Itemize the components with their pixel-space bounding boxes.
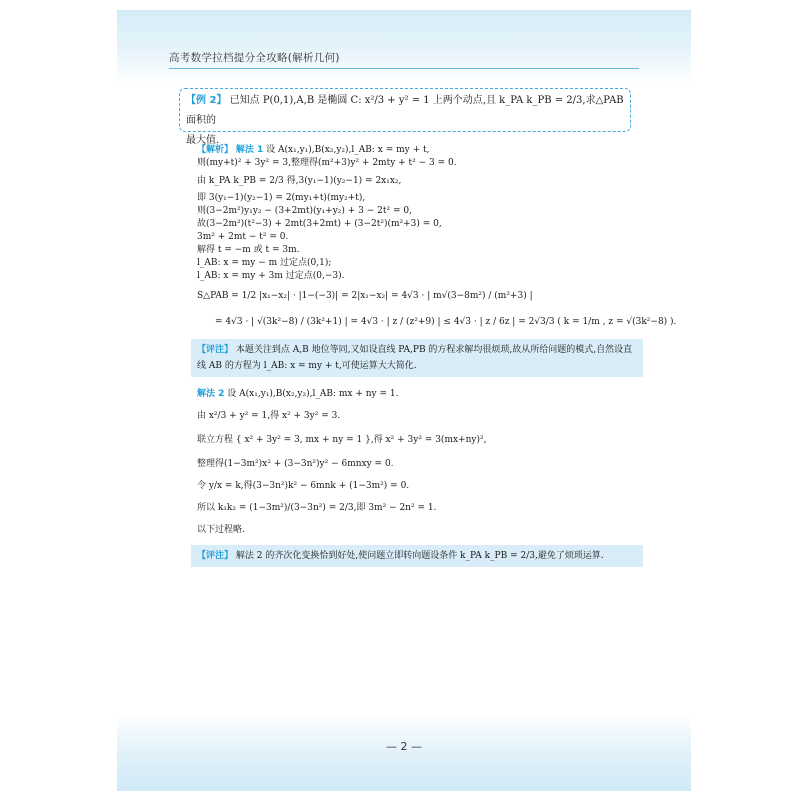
solution1-line: 由 k_PA k_PB = 2/3 得,3(y₁−1)(y₂−1) = 2x₁x₂, [197, 176, 402, 186]
book-page [117, 10, 691, 791]
solution2-line: 整理得(1−3m²)x² + (3−3n²)y² − 6mnxy = 0. [197, 459, 394, 469]
example-text-line1: 已知点 P(0,1),A,B 是椭圆 C: x²/3 + y² = 1 上两个动点,且 k_PA k_PB = 2/3,求△PAB 面积的 [186, 95, 624, 126]
solution1-line: 故(3−2m²)(t²−3) + 2mt(3+2mt) + (3−2t²)(m²+3) = 0, [197, 219, 442, 229]
solution2-line: 令 y/x = k,得(3−3n²)k² − 6mnk + (1−3m²) = 0. [197, 481, 410, 491]
example-box [179, 88, 631, 146]
solution1-line: 设 A(x₁,y₁),B(x₂,y₂),l_AB: x = my + t, [266, 145, 430, 155]
solution1-line: 解得 t = −m 或 t = 3m. [197, 245, 300, 255]
solution2-line: 所以 k₁k₂ = (1−3m²)/(3−3n²) = 2/3,即 3m² − 2n² = 1. [197, 503, 437, 513]
page-number: — 2 — [386, 740, 422, 753]
comment-tag: 【评注】 [197, 551, 234, 561]
comment-text: 本题关注到点 A,B 地位等同,又如设直线 PA,PB 的方程求解均很烦琐,故从所给问题的模式,自然设直线 AB 的方程为 l_AB: x = my + t,可使运算大大简化. [197, 345, 633, 371]
solution1-line: 3m² + 2mt − t² = 0. [197, 232, 289, 242]
solution1-line: 则(my+t)² + 3y² = 3,整理得(m²+3)y² + 2mty + t² − 3 = 0. [197, 158, 457, 168]
example-text-line2: 最大值. [186, 135, 220, 146]
comment-tag: 【评注】 [197, 345, 234, 355]
solution1-line: l_AB: x = my + 3m 过定点(0,−3). [197, 271, 345, 281]
area-formula-line: S△PAB = 1/2 |x₁−x₂| · |1−(−3)| = 2|x₁−x₂| = 4√3 · | m√(3−8m²) / (m²+3) | [197, 291, 533, 301]
area-formula-line: = 4√3 · | √(3k²−8) / (3k²+1) | = 4√3 · | z / (z²+9) | ≤ 4√3 · | z / 6z | = 2√3/3 ( k = 1/m , z = √(3k²−8) ). [215, 317, 677, 327]
comment-block-2 [191, 545, 643, 567]
solution1-line: l_AB: x = my − m 过定点(0,1); [197, 258, 332, 268]
method-2-label: 解法 2 [197, 389, 225, 399]
solution2-line: 由 x²/3 + y² = 1,得 x² + 3y² = 3. [197, 411, 341, 421]
solution2-line: 联立方程 { x² + 3y² = 3, mx + ny = 1 },得 x² + 3y² = 3(mx+ny)², [197, 435, 487, 445]
analysis-tag: 【解析】 [197, 145, 234, 155]
solution1-line: 则(3−2m²)y₁y₂ − (3+2mt)(y₁+y₂) + 3 − 2t² = 0, [197, 206, 412, 216]
solution2-line: 以下过程略. [197, 525, 245, 535]
solution-body [197, 144, 677, 573]
comment-block-1 [191, 339, 643, 377]
solution2-line: 设 A(x₁,y₁),B(x₂,y₂),l_AB: mx + ny = 1. [227, 389, 399, 399]
running-header: 高考数学拉档提分全攻略(解析几何) [169, 52, 340, 64]
header-divider [169, 68, 639, 69]
comment-text: 解法 2 的齐次化变换恰到好处,使问题立即转向题设条件 k_PA k_PB = 2/3,避免了烦琐运算. [235, 551, 604, 561]
method-1-label: 解法 1 [235, 145, 264, 155]
example-tag: 【例 2】 [186, 95, 227, 106]
solution1-line: 即 3(y₁−1)(y₂−1) = 2(my₁+t)(my₂+t), [197, 193, 366, 203]
